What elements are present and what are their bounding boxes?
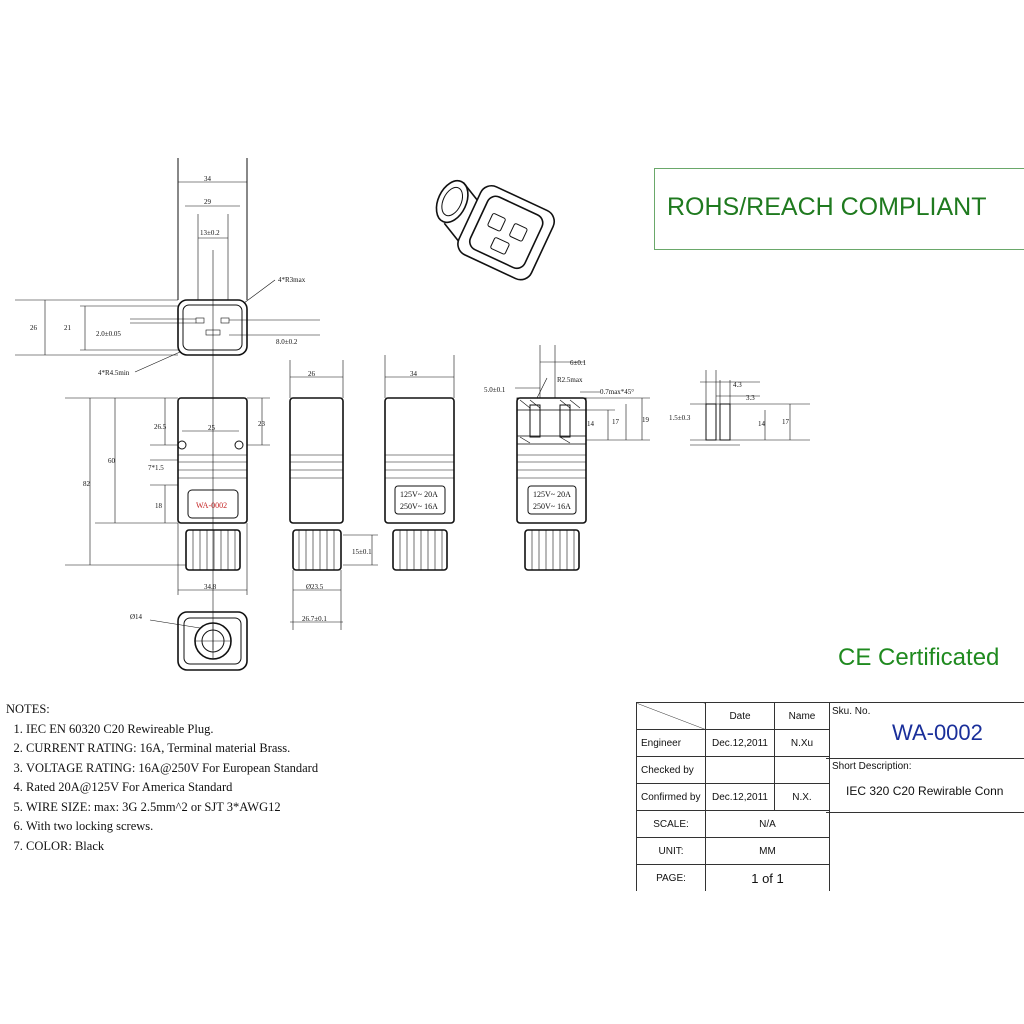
row-checked-name [775,757,830,784]
row-checked-date [706,757,775,784]
description-value: IEC 320 C20 Rewirable Conn [846,784,1004,798]
dim-d235: Ø23.5 [306,583,324,591]
dim-c07: 0.7max*45° [600,388,635,396]
sku-area [826,702,1024,882]
dim-v60: 60 [108,457,115,465]
row-confirmed-date: Dec.12,2011 [706,784,775,811]
notes-title: NOTES: [6,702,50,716]
dim-r45: 4*R4.5min [98,369,130,377]
rating-label-2: 250V~ 16A [400,502,438,511]
dim-v71: 7*1.5 [148,464,164,472]
pin-detail [669,370,810,445]
dim-d6: 6±0.1 [570,359,587,367]
note-item: 5. WIRE SIZE: max: 3G 2.5mm^2 or SJT 3*AWG12 [26,798,318,818]
scale-value: N/A [706,811,830,838]
notes-list [6,720,318,857]
dim-v18: 18 [155,502,162,510]
unit-value: MM [706,838,830,865]
row-engineer-label: Engineer [637,730,706,757]
dim-d33: 3.3 [746,394,755,402]
rating-label-1b: 125V~ 20A [533,490,571,499]
dim-d15: 1.5±0.3 [669,414,691,422]
title-block [636,702,830,891]
dim-top-29: 29 [204,198,211,206]
dim-v15: 15±0.1 [352,548,372,556]
rating-label-1: 125V~ 20A [400,490,438,499]
dim-v265: 26.5 [154,423,167,431]
dim-w8: 8.0±0.2 [276,338,298,346]
part-label: WA-0002 [196,501,228,510]
section-view [484,345,650,570]
page-value: 1 of 1 [706,865,830,892]
dim-h26: 26 [30,324,37,332]
rohs-text: ROHS/REACH COMPLIANT [667,193,987,221]
note-item: 7. COLOR: Black [26,837,318,857]
dim-w267: 26.7±0.1 [302,615,327,623]
header-name: Name [775,703,830,730]
ce-certificated-text: CE Certificated [838,644,1000,671]
dim-d5: 5.0±0.1 [484,386,506,394]
side-view-left [290,360,378,630]
dim-front-26: 26 [308,370,315,378]
row-engineer-date: Dec.12,2011 [706,730,775,757]
isometric-view [421,167,558,284]
dim-top-34: 34 [204,175,211,183]
dim-h19: 19 [642,416,649,424]
dim-h14: 14 [587,420,594,428]
note-item: 4. Rated 20A@125V For America Standard [26,778,318,798]
page-label: PAGE: [637,865,706,892]
note-item: 1. IEC EN 60320 C20 Rewireable Plug. [26,720,318,740]
description-label: Short Description: [832,761,912,772]
dim-d14: Ø14 [130,613,143,621]
row-engineer-name: N.Xu [775,730,830,757]
header-date: Date [706,703,775,730]
dim-w2: 2.0±0.05 [96,330,121,338]
note-item: 2. CURRENT RATING: 16A, Terminal material Brass. [26,739,318,759]
unit-label: UNIT: [637,838,706,865]
dim-h17b: 17 [782,418,789,426]
sku-label: Sku. No. [832,706,871,717]
rating-label-2b: 250V~ 16A [533,502,571,511]
sku-value: WA-0002 [892,720,983,745]
front-view [65,398,270,595]
dim-side-34: 34 [410,370,417,378]
dim-r3: 4*R3max [278,276,306,284]
dim-v23: 23 [258,420,265,428]
dim-d43: 4.3 [733,381,742,389]
notes-block [6,700,318,856]
row-confirmed-label: Confirmed by [637,784,706,811]
row-checked-label: Checked by [637,757,706,784]
bottom-view [130,612,247,670]
dim-v25: 25 [208,424,215,432]
dim-h14b: 14 [758,420,765,428]
header-blank [637,703,706,730]
dim-h17: 17 [612,418,619,426]
row-confirmed-name: N.X. [775,784,830,811]
dim-w348: 34.8 [204,583,217,591]
dim-top-13: 13±0.2 [200,229,220,237]
dim-h21: 21 [64,324,71,332]
scale-label: SCALE: [637,811,706,838]
rohs-banner [654,168,1024,250]
dim-v82: 82 [83,480,90,488]
note-item: 6. With two locking screws. [26,817,318,837]
side-view-center [385,355,454,570]
top-view [15,158,320,650]
note-item: 3. VOLTAGE RATING: 16A@250V For European Standard [26,759,318,779]
dim-r25: R2.5max [557,376,583,384]
